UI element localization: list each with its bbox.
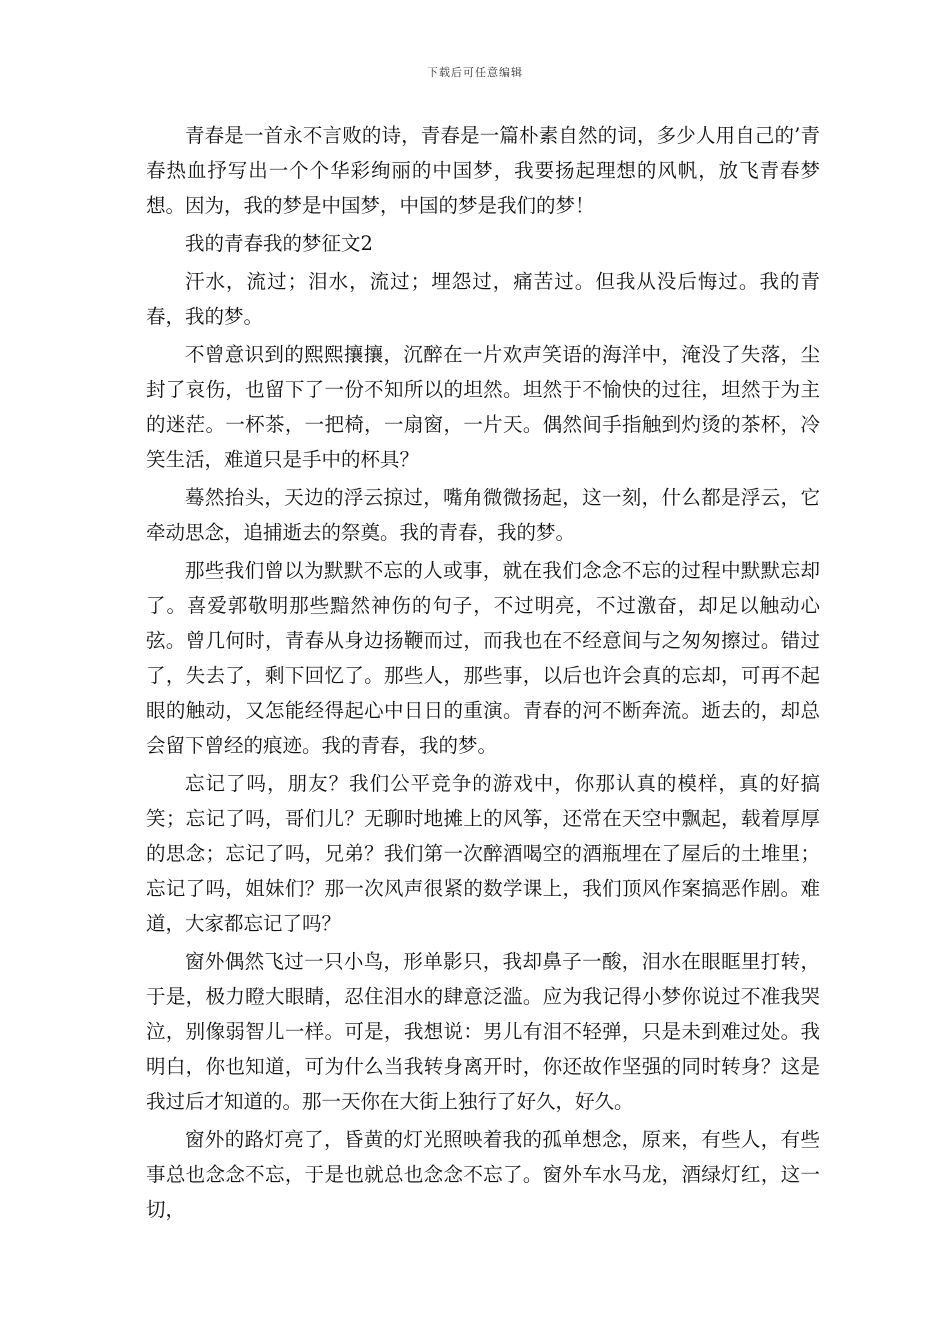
paragraph-1: 青春是一首永不言败的诗，青春是一篇朴素自然的词，多少人用自己的’青春热血抒写出一个个华彩绚丽的中国梦，我要扬起理想的风帆，放飞青春梦想。因为，我的梦是中国梦，中国的梦是我们的梦！ <box>146 124 820 217</box>
paragraph-6: 忘记了吗，朋友？我们公平竞争的游戏中，你那认真的模样，真的好搞笑；忘记了吗，哥们儿？无聊时地摊上的风筝，还常在天空中飘起，载着厚厚的思念；忘记了吗，兄弟？我们第一次醉酒喝空的酒瓶埋在了屋后的土堆里；忘记了吗，姐妹们？那一次风声很紧的数学课上，我们顶风作案搞恶作剧。难道，大家都忘记了吗？ <box>146 772 820 935</box>
paragraph-3: 不曾意识到的熙熙攘攘，沉醉在一片欢声笑语的海洋中，淹没了失落，尘封了哀伤，也留下了一份不知所以的坦然。坦然于不愉快的过往，坦然于为主的迷茫。一杯茶，一把椅，一扇窗，一片天。偶然间手指触到灼烫的茶杯，冷笑生活，难道只是手中的杯具？ <box>146 343 820 471</box>
page-header: 下载后可任意编辑 <box>427 66 523 79</box>
paragraph-4: 蓦然抬头，天边的浮云掠过，嘴角微微扬起，这一刻，什么都是浮云，它牵动思念，追捕逝去的祭奠。我的青春，我的梦。 <box>146 486 820 544</box>
paragraph-8: 窗外的路灯亮了，昏黄的灯光照映着我的孤单想念，原来，有些人，有些事总也念念不忘，于是也就总也念念不忘了。窗外车水马龙，酒绿灯红，这一切， <box>146 1128 820 1221</box>
section-title: 我的青春我的梦征文2 <box>185 232 373 255</box>
article-body <box>146 118 820 1230</box>
paragraph-7: 窗外偶然飞过一只小鸟，形单影只，我却鼻子一酸，泪水在眼眶里打转，于是，极力瞪大眼睛，忍住泪水的肆意泛滥。应为我记得小梦你说过不准我哭泣，别像弱智儿一样。可是，我想说：男儿有泪不轻弹，只是未到难过处。我明白，你也知道，可为什么当我转身离开时，你还故作坚强的同时转身？这是我过后才知道的。那一天你在大街上独行了好久，好久。 <box>146 950 820 1113</box>
paragraph-5: 那些我们曾以为默默不忘的人或事，就在我们念念不忘的过程中默默忘却了。喜爱郭敬明那些黯然神伤的句子，不过明亮，不过激奋，却足以触动心弦。曾几何时，青春从身边扬鞭而过，而我也在不经意间与之匆匆擦过。错过了，失去了，剩下回忆了。那些人，那些事，以后也许会真的忘却，可再不起眼的触动，又怎能经得起心中日日的重演。青春的河不断奔流。逝去的，却总会留下曾经的痕迹。我的青春，我的梦。 <box>146 559 820 757</box>
paragraph-2: 汗水，流过；泪水，流过；埋怨过，痛苦过。但我从没后悔过。我的青春，我的梦。 <box>146 270 820 328</box>
